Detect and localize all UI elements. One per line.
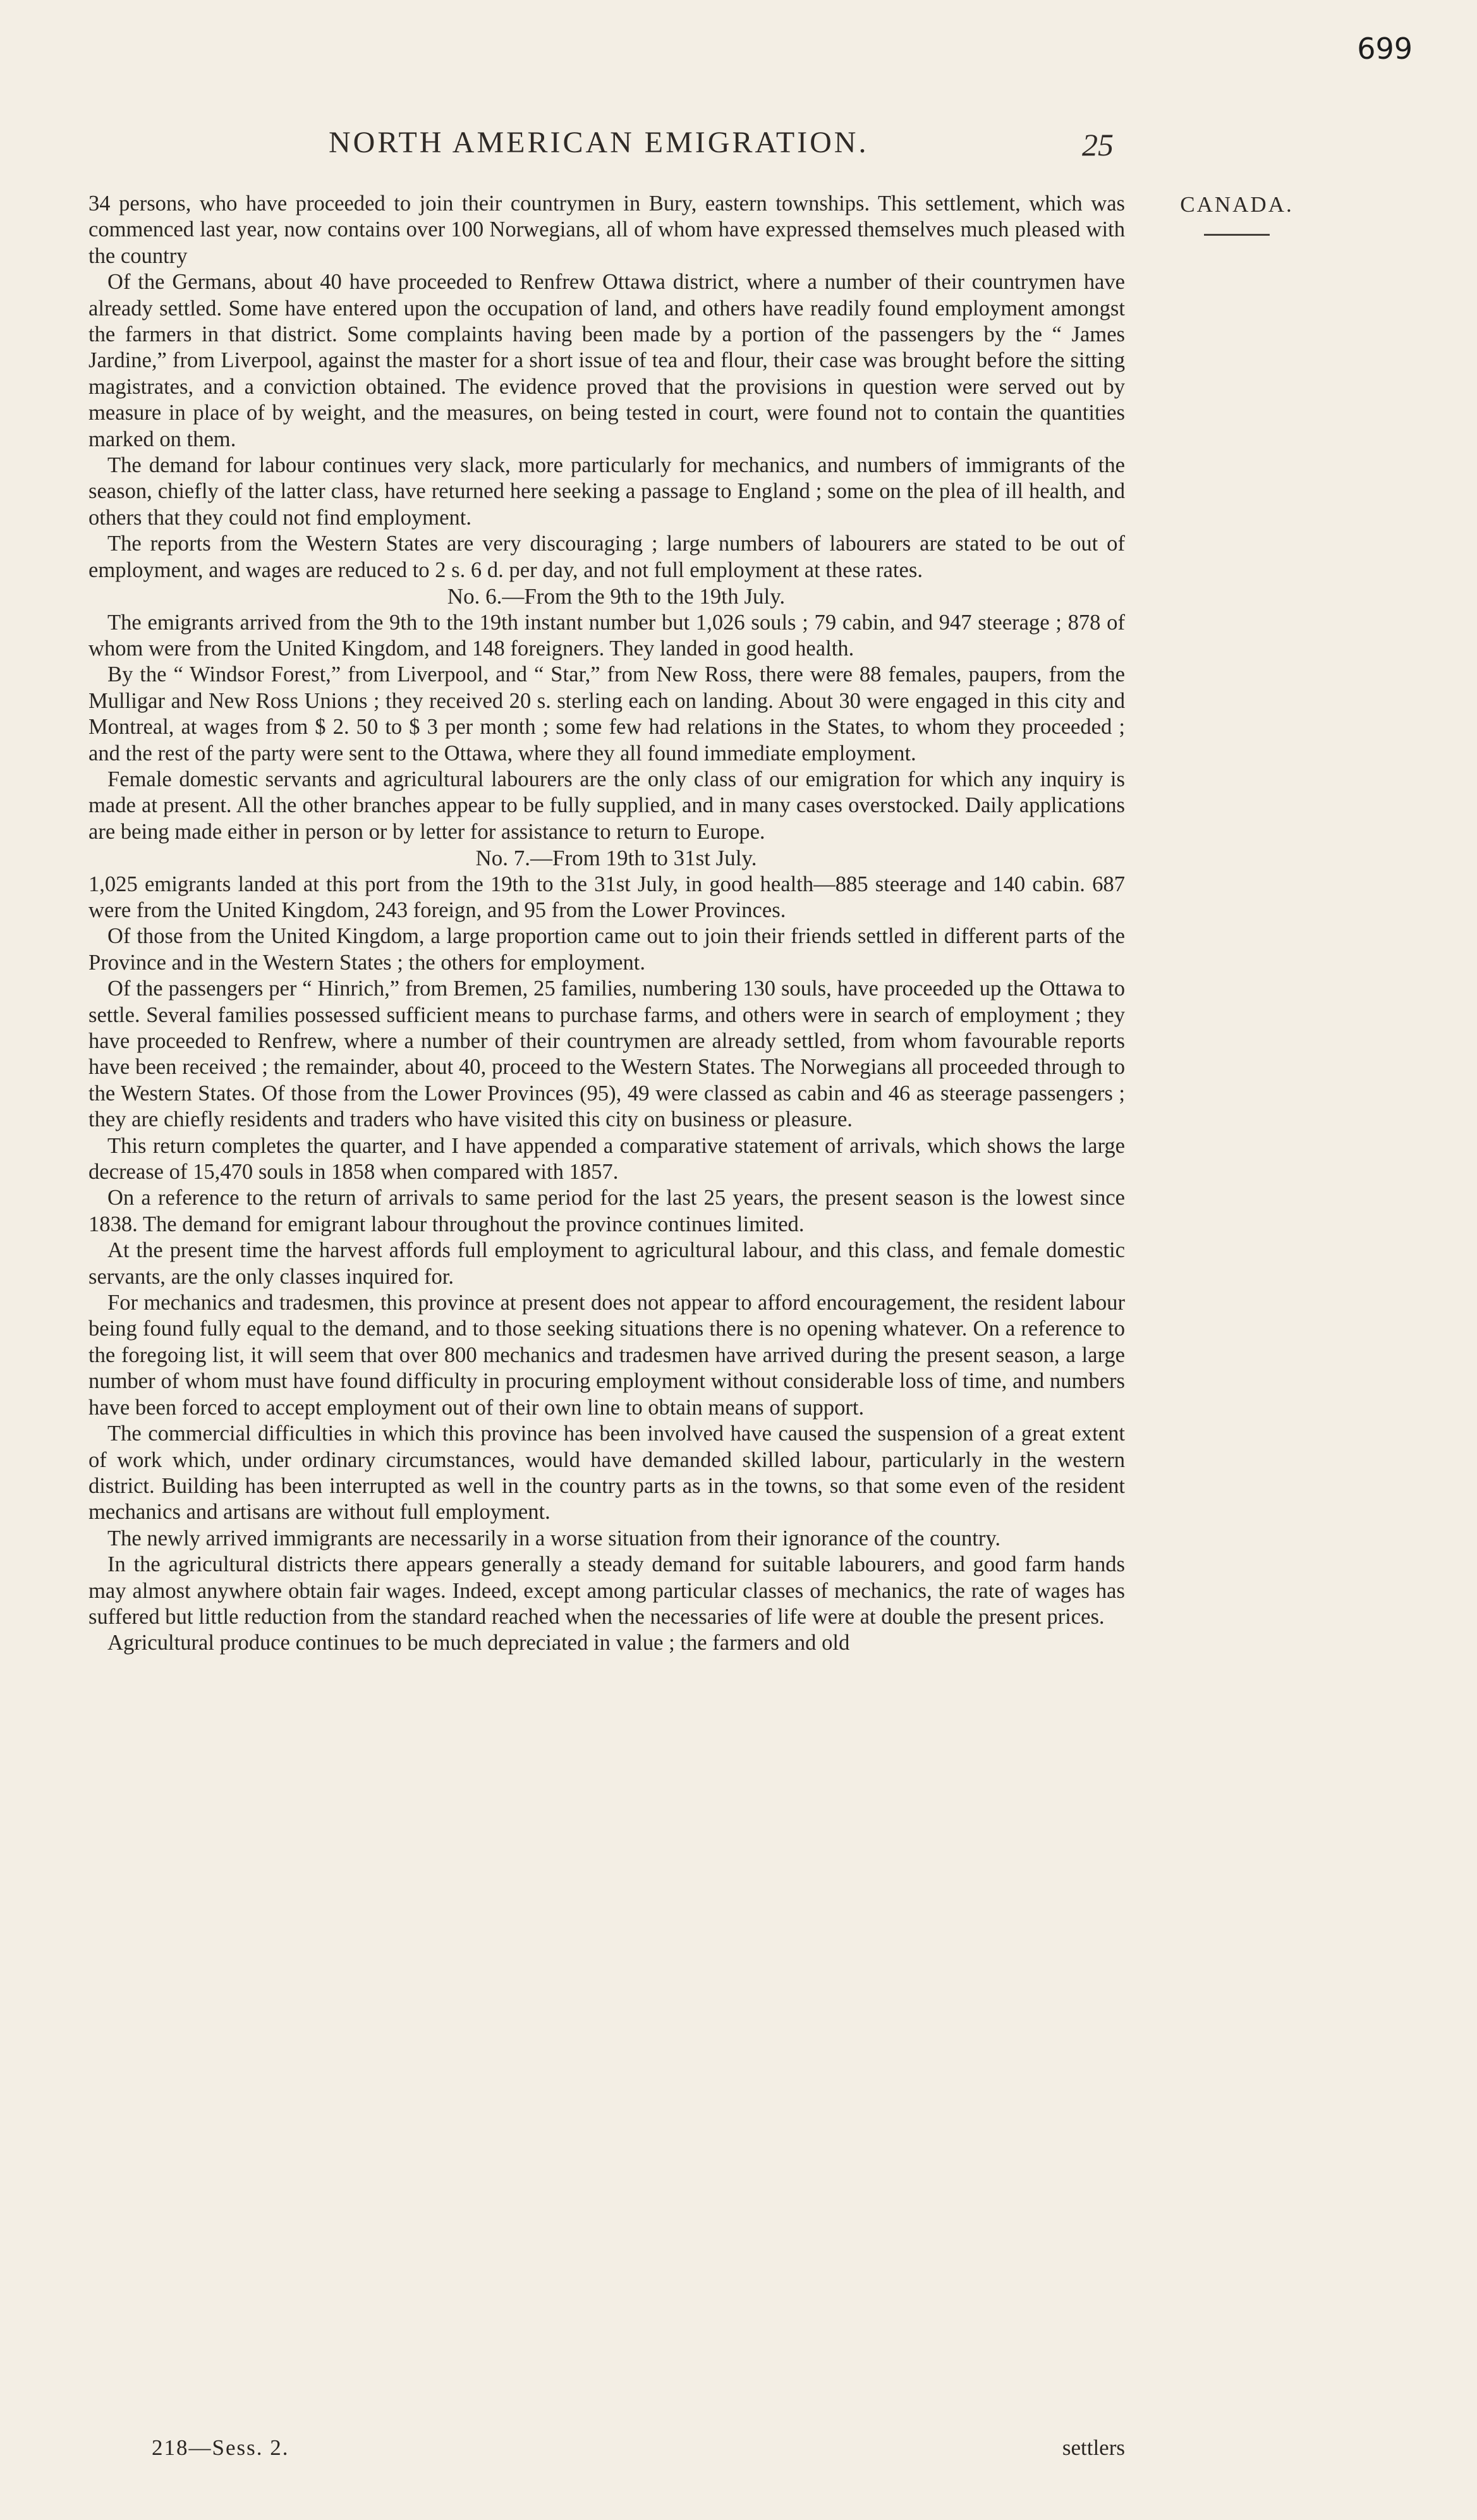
paragraph: For mechanics and tradesmen, this province at present does not appear to afford encouragement, the resident labour being found fully equal to the demand, and to those seeking situations there is no opening whatever. On a reference to the foregoing list, it will seem that over 800 mechanics and tradesmen have arrived during the present season, a large number of whom must have found difficulty in procuring employment without considerable loss of time, and numbers have been forced to accept employment out of their own line to obtain means of support. [88, 1291, 1125, 1420]
paragraph: Female domestic servants and agricultural labourers are the only class of our emigration for which any inquiry is made at present. All the other branches appear to be fully supplied, and in many cases overstocked. Daily applications are being made either in person or by letter for assistance to return to Europe. [88, 767, 1125, 844]
signature-mark: 218—Sess. 2. [152, 2435, 289, 2460]
margin-label [1170, 192, 1303, 236]
section-heading-no7: No. 7.—From 19th to 31st July. [475, 846, 757, 871]
folio-page-number: 25 [1082, 127, 1114, 162]
paragraph: Of those from the United Kingdom, a large proportion came out to join their friends settled in different parts of the Province and in the Western States ; the others for employment. [88, 924, 1125, 975]
margin-label-text: CANADA. [1180, 192, 1294, 217]
paragraph: 1,025 emigrants landed at this port from the 19th to the 31st July, in good health—885 steerage and 140 cabin. 687 were from the United Kingdom, 243 foreign, and 95 from the Lower Provinces. [88, 872, 1125, 922]
catchword: settlers [1062, 2435, 1125, 2460]
paragraph: The newly arrived immigrants are necessarily in a worse situation from their ignorance of the country. [107, 1526, 1001, 1550]
paragraph: By the “ Windsor Forest,” from Liverpool, and “ Star,” from New Ross, there were 88 females, paupers, from the Mulligar and New Ross Unions ; they received 20 s. sterling each on landing. About 30 were engaged in this city and Montreal, at wages from $ 2. 50 to $ 3 per month ; some few had relations in the States, to whom they proceeded ; and the rest of the party were sent to the Ottawa, where they all found immediate employment. [88, 662, 1125, 765]
body-text [88, 191, 1125, 1657]
paragraph: The emigrants arrived from the 9th to the 19th instant number but 1,026 souls ; 79 cabin, and 947 steerage ; 878 of whom were from the United Kingdom, and 148 foreigners. They landed in good health. [88, 610, 1125, 660]
page-number-stamp: 699 [1357, 32, 1413, 66]
paragraph: 34 persons, who have proceeded to join their countrymen in Bury, eastern townships. This settlement, which was commenced last year, now contains over 100 Norwegians, all of whom have expressed themselves much pleased with the country [88, 192, 1125, 268]
section-heading-no6: No. 6.—From the 9th to the 19th July. [447, 584, 786, 609]
paragraph: This return completes the quarter, and I have appended a comparative statement of arrivals, which shows the large decrease of 15,470 souls in 1858 when compared with 1857. [88, 1133, 1125, 1184]
paragraph: Agricultural produce continues to be much depreciated in value ; the farmers and old [107, 1631, 850, 1655]
running-head: NORTH AMERICAN EMIGRATION. [329, 126, 869, 159]
paragraph: Of the Germans, about 40 have proceeded to Renfrew Ottawa district, where a number of their countrymen have already settled. Some have entered upon the occupation of land, and others have readily found employment amongst the farmers in that district. Some complaints having been made by a portion of the passengers by the “ James Jardine,” from Liverpool, against the master for a short issue of tea and flour, their case was brought before the sitting magistrates, and a conviction obtained. The evidence proved that the provisions in question were served out by measure in place of by weight, and the measures, on being tested in court, were found not to contain the quantities marked on them. [88, 270, 1125, 451]
paragraph: Of the passengers per “ Hinrich,” from Bremen, 25 families, numbering 130 souls, have proceeded up the Ottawa to settle. Several families possessed sufficient means to purchase farms, and others were in search of employment ; they have proceeded to Renfrew, where a number of their countrymen are already settled, from whom favourable reports have been received ; the remainder, about 40, proceed to the Western States. The Norwegians all proceeded through to the Western States. Of those from the Lower Provinces (95), 49 were classed as cabin and 46 as steerage passengers ; they are chiefly residents and traders who have visited this city on business or pleasure. [88, 977, 1125, 1132]
paragraph: At the present time the harvest affords full employment to agricultural labour, and this class, and female domestic servants, are the only classes inquired for. [88, 1238, 1125, 1289]
paragraph: The reports from the Western States are very discouraging ; large numbers of labourers are stated to be out of employment, and wages are reduced to 2 s. 6 d. per day, and not full employment at these rates. [88, 532, 1125, 582]
paragraph: The demand for labour continues very slack, more particularly for mechanics, and numbers of immigrants of the season, chiefly of the latter class, have returned here seeking a passage to England ; some on the plea of ill health, and others that they could not find employment. [88, 453, 1125, 530]
paragraph: In the agricultural districts there appears generally a steady demand for suitable labourers, and good farm hands may almost anywhere obtain fair wages. Indeed, except among particular classes of mechanics, the rate of wages has suffered but little reduction from the standard reached when the necessaries of life were at double the present prices. [88, 1552, 1125, 1629]
paragraph: The commercial difficulties in which this province has been involved have caused the suspension of a great extent of work which, under ordinary circumstances, would have demanded skilled labour, particularly in the western district. Building has been interrupted as well in the country parts as in the towns, so that some even of the resident mechanics and artisans are without full employment. [88, 1421, 1125, 1525]
paragraph: On a reference to the return of arrivals to same period for the last 25 years, the present season is the lowest since 1838. The demand for emigrant labour throughout the province continues limited. [88, 1186, 1125, 1236]
margin-rule [1204, 234, 1270, 236]
